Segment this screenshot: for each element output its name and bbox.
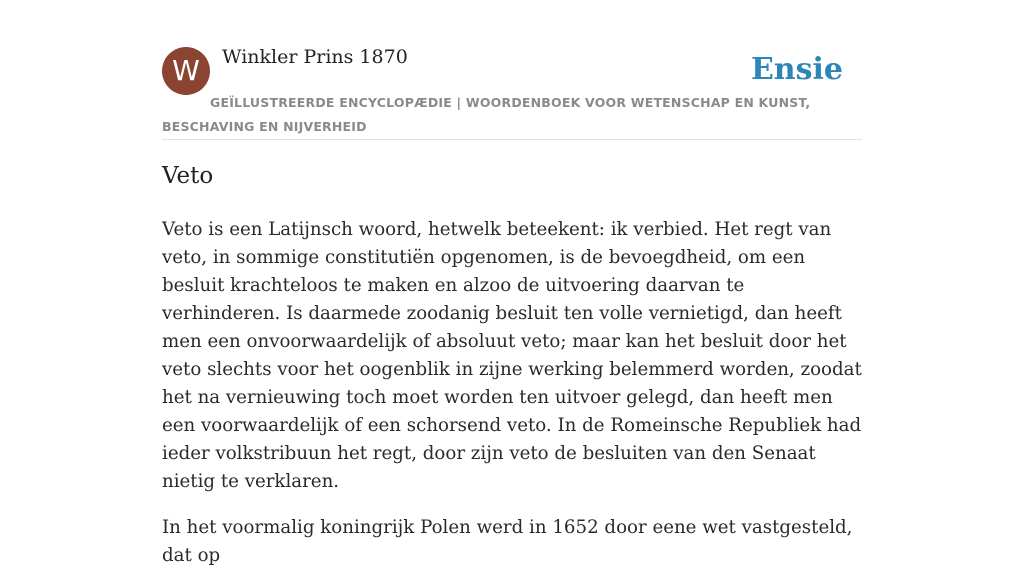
article-body: [162, 216, 864, 588]
page-title: Veto: [162, 163, 214, 189]
article-paragraph: Veto is een Latijnsch woord, hetwelk beteekent: ik verbied. Het regt van veto, in sommige constitutiën opgenomen, is de bevoegdheid, om een besluit krachteloos te maken en alzoo de uitvoering daarvan te verhinderen. Is daarmede zoodanig besluit ten volle vernietigd, dan heeft men een onvoorwaardelijk of absoluut veto; maar kan het besluit door het veto slechts voor het oogenblik in zijne werking belemmerd worden, zoodat het na vernieuwing toch moet worden ten uitvoer gelegd, dan heeft men een voorwaardelijk of een schorsend veto. In de Romeinsche Republiek had ieder volkstribuun het regt, door zijn veto de besluiten van den Senaat nietig te verklaren.: [162, 219, 862, 492]
source-title[interactable]: Winkler Prins 1870: [222, 46, 408, 68]
header-divider: [162, 139, 862, 140]
source-avatar[interactable]: W: [162, 47, 210, 95]
source-subtitle: GEÏLLUSTREERDE ENCYCLOPÆDIE | WOORDENBOEK VOOR WETENSCHAP EN KUNST, BESCHAVING EN NIJVERHEID: [162, 95, 811, 134]
ensie-logo[interactable]: Ensie: [750, 52, 843, 87]
article-paragraph: In het voormalig koningrijk Polen werd in 1652 door eene wet vastgesteld, dat op: [162, 517, 853, 566]
